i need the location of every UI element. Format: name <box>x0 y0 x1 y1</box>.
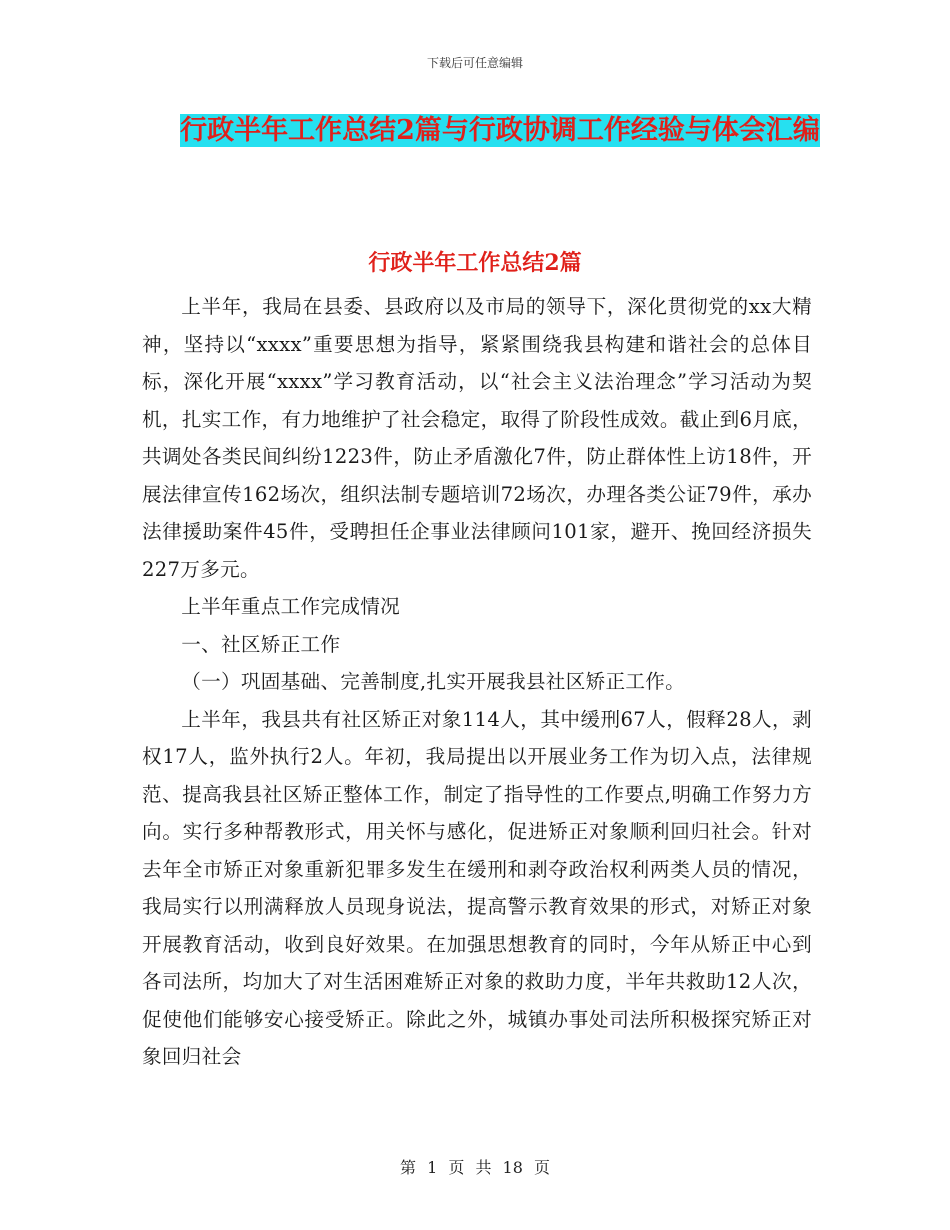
document-body <box>142 288 812 1076</box>
paragraph: 上半年，我局在县委、县政府以及市局的领导下，深化贯彻党的xx大精神，坚持以“xxxx”重要思想为指导，紧紧围绕我县构建和谐社会的总体目标，深化开展“xxxx”学习教育活动，以“社会主义法治理念”学习活动为契机，扎实工作，有力地维护了社会稳定，取得了阶段性成效。截止到6月底，共调处各类民间纠纷1223件，防止矛盾激化7件，防止群体性上访18件，开展法律宣传162场次，组织法制专题培训72场次，办理各类公证79件，承办法律援助案件45件，受聘担任企事业法律顾问101家，避开、挽回经济损失227万多元。 <box>142 295 812 581</box>
section-title: 行政半年工作总结2篇 <box>368 250 582 276</box>
paragraph-heading: 上半年重点工作完成情况 <box>181 595 401 618</box>
document-title-text: 行政半年工作总结2篇与行政协调工作经验与体会汇编 <box>180 115 820 146</box>
page-footer: 第 1 页 共 18 页 <box>400 1158 550 1177</box>
paragraph-heading: （一）巩固基础、完善制度,扎实开展我县社区矫正工作。 <box>181 670 686 693</box>
header-note: 下载后可任意编辑 <box>426 56 523 70</box>
document-title <box>140 108 860 154</box>
paragraph-heading: 一、社区矫正工作 <box>181 632 341 656</box>
paragraph: 上半年，我县共有社区矫正对象114人，其中缓刑67人，假释28人，剥权17人，监外执行2人。年初，我局提出以开展业务工作为切入点，法律规范、提高我县社区矫正整体工作，制定了指导性的工作要点,明确工作努力方向。实行多种帮教形式，用关怀与感化，促进矫正对象顺利回归社会。针对去年全市矫正对象重新犯罪多发生在缓刑和剥夺政治权利两类人员的情况，我局实行以刑满释放人员现身说法，提高警示教育效果的形式，对矫正对象开展教育活动，收到良好效果。在加强思想教育的同时，今年从矫正中心到各司法所，均加大了对生活困难矫正对象的救助力度，半年共救助12人次，促使他们能够安心接受矫正。除此之外，城镇办事处司法所积极探究矫正对象回归社会 <box>142 707 812 1068</box>
